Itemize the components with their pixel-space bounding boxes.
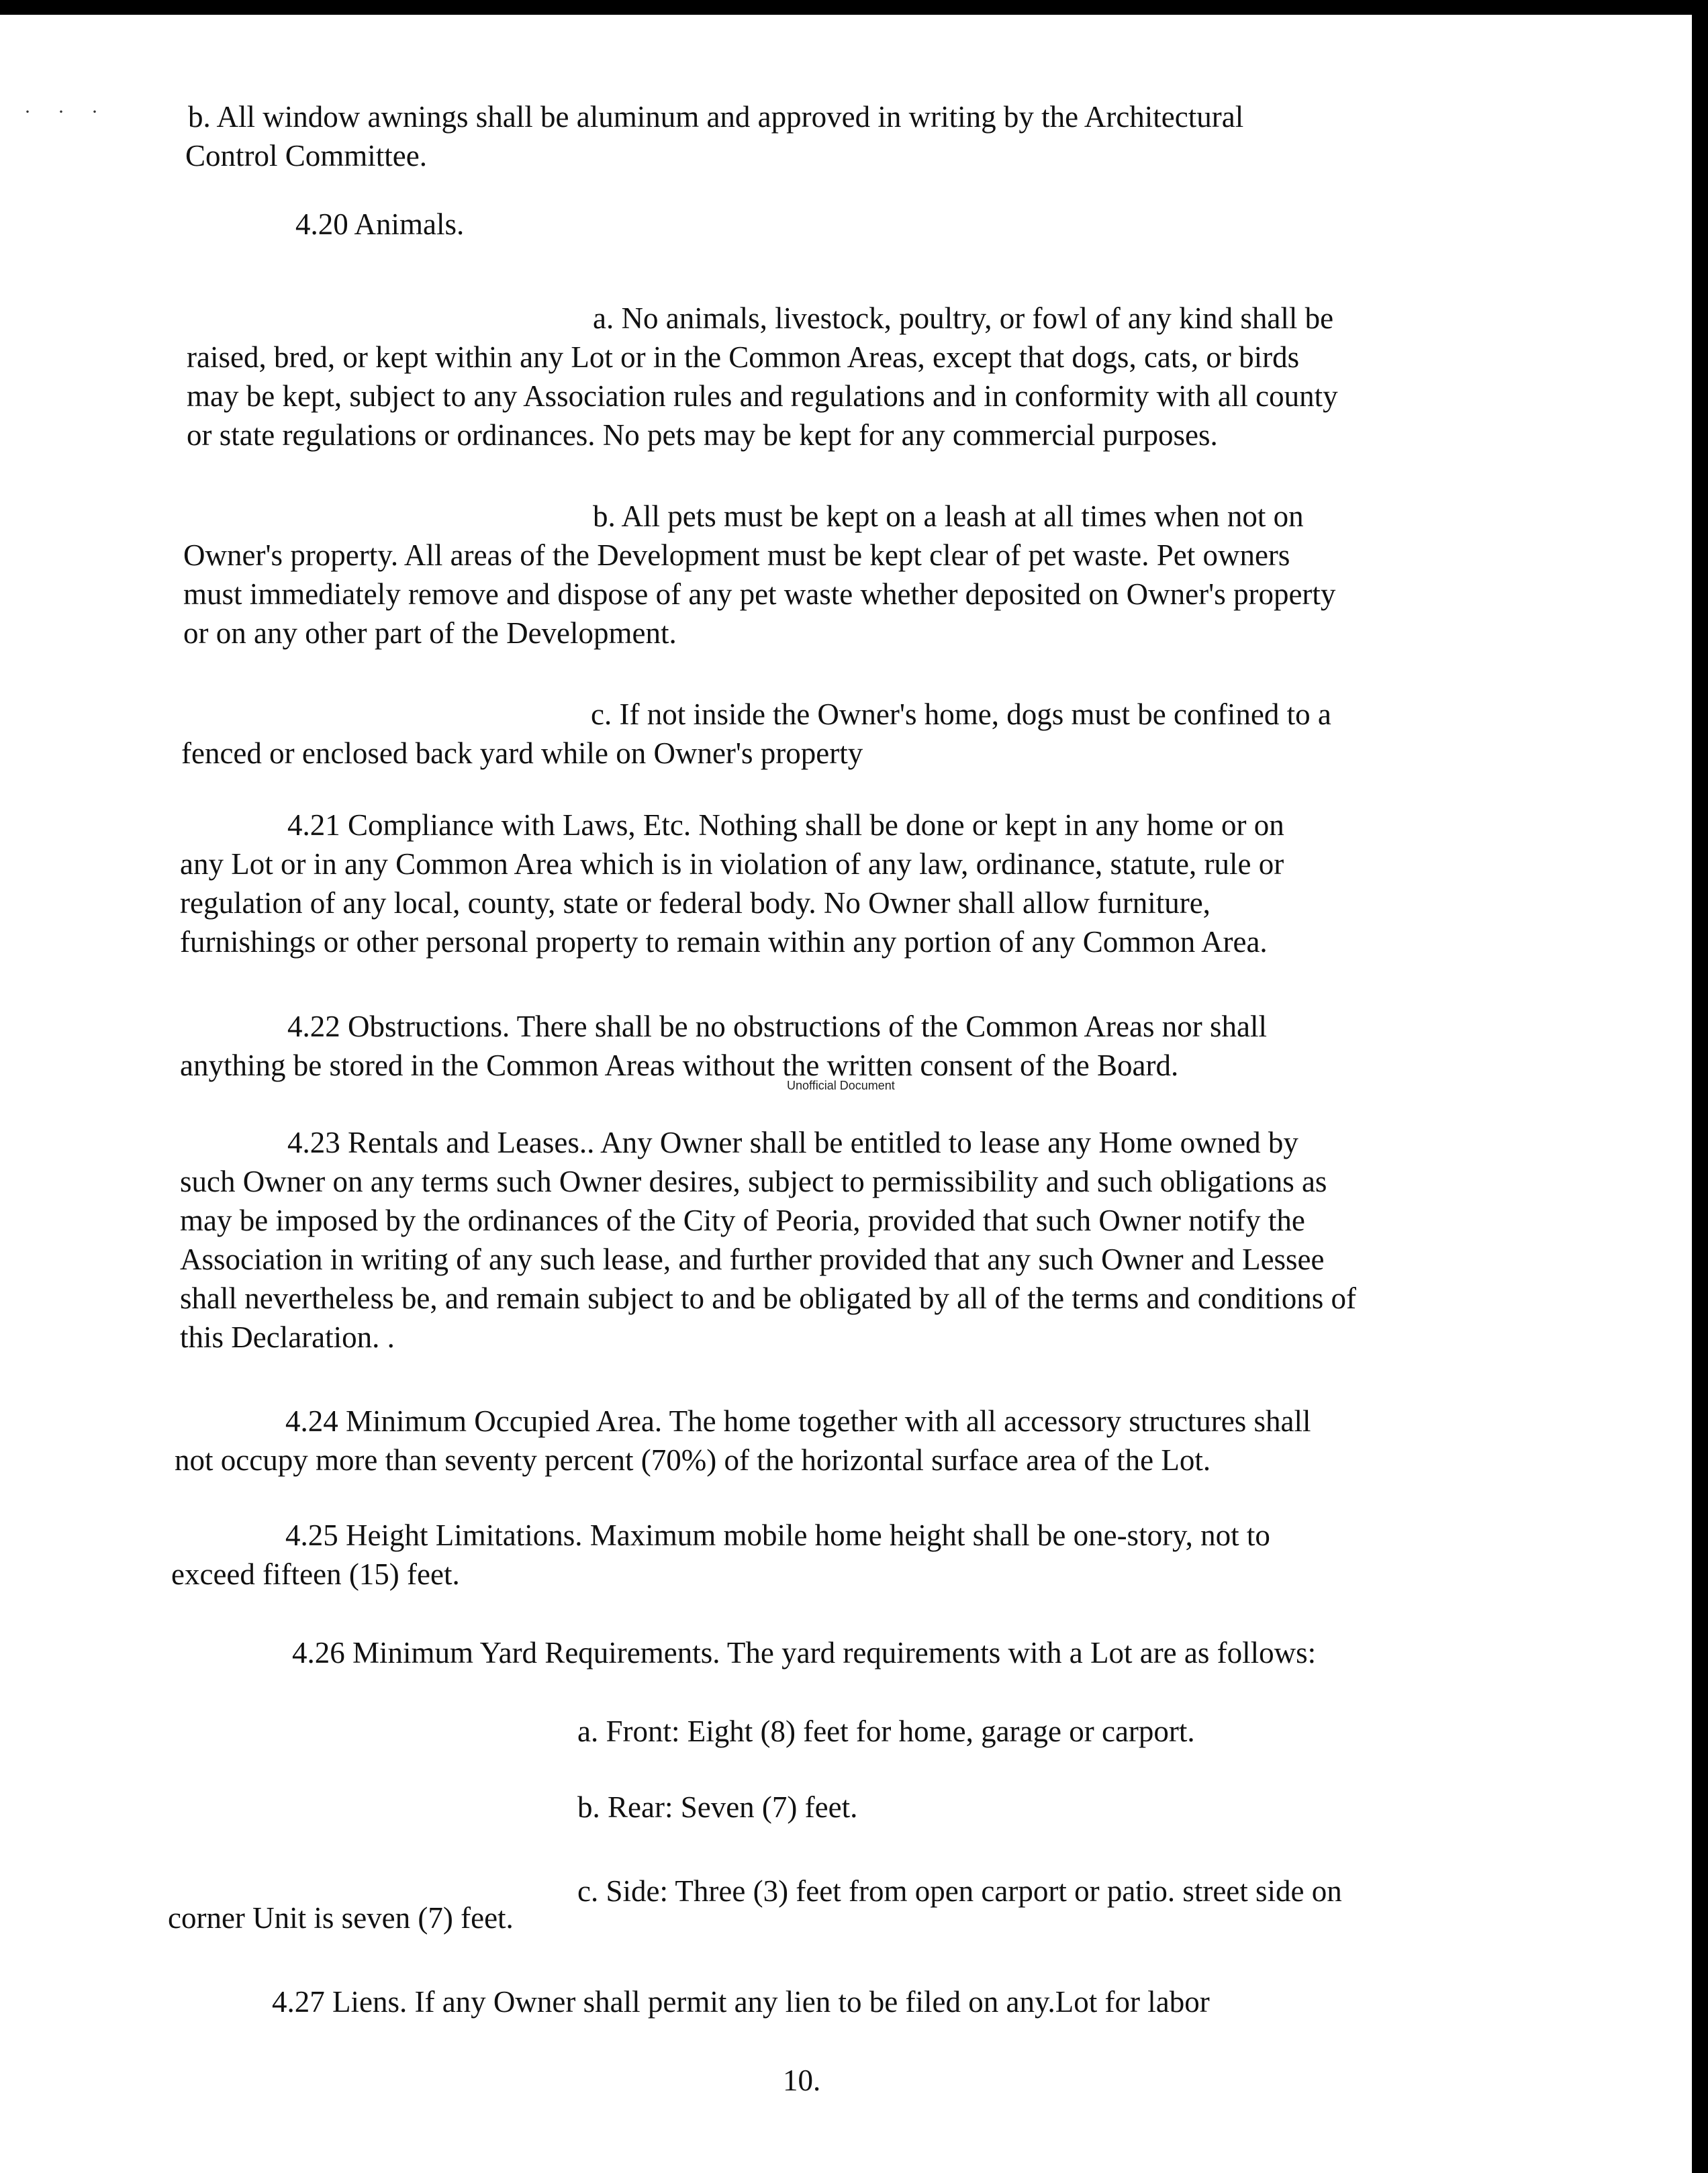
- paragraph-4-20-b: [183, 497, 1336, 653]
- text-line: may be imposed by the ordinances of the City of Peoria, provided that such Owner notify the: [180, 1204, 1305, 1237]
- text-line: corner Unit is seven (7) feet.: [168, 1901, 514, 1935]
- text-line: or on any other part of the Development.: [183, 616, 677, 650]
- page-number: 10.: [783, 2064, 821, 2097]
- text-line: such Owner on any terms such Owner desires, subject to permissibility and such obligations as: [180, 1165, 1327, 1198]
- text-line: furnishings or other personal property to remain within any portion of any Common Area.: [180, 925, 1268, 959]
- text-line: 4.21 Compliance with Laws, Etc. Nothing shall be done or kept in any home or on: [287, 808, 1284, 842]
- text-line: raised, bred, or kept within any Lot or in the Common Areas, except that dogs, cats, or birds: [187, 340, 1300, 374]
- text-line: 4.22 Obstructions. There shall be no obstructions of the Common Areas nor shall: [287, 1010, 1267, 1043]
- watermark-label: Unofficial Document: [787, 1079, 895, 1092]
- yard-side: [168, 1872, 1342, 1937]
- section-4-22: [180, 1007, 1267, 1085]
- text-line: must immediately remove and dispose of any pet waste whether deposited on Owner's property: [183, 577, 1336, 611]
- text-line: exceed fifteen (15) feet.: [171, 1557, 460, 1591]
- paragraph-awnings: [185, 97, 1244, 175]
- text-line: 4.26 Minimum Yard Requirements. The yard requirements with a Lot are as follows:: [292, 1636, 1317, 1670]
- text-line: c. If not inside the Owner's home, dogs must be confined to a: [591, 697, 1331, 731]
- text-line: a. No animals, livestock, poultry, or fowl of any kind shall be: [593, 301, 1334, 335]
- text-line: or state regulations or ordinances. No pets may be kept for any commercial purposes.: [187, 418, 1218, 452]
- text-line: 4.27 Liens. If any Owner shall permit any lien to be filed on any.Lot for labor: [272, 1985, 1210, 2019]
- text-line: 4.25 Height Limitations. Maximum mobile home height shall be one-story, not to: [285, 1518, 1270, 1552]
- section-4-23: [180, 1123, 1357, 1357]
- section-4-20-heading: [295, 205, 464, 244]
- text-line: Association in writing of any such lease, and further provided that any such Owner and Lessee: [180, 1243, 1325, 1276]
- text-line: 4.23 Rentals and Leases.. Any Owner shall be entitled to lease any Home owned by: [287, 1126, 1298, 1159]
- text-line: regulation of any local, county, state or federal body. No Owner shall allow furniture,: [180, 886, 1211, 920]
- text-line: 4.20 Animals.: [295, 207, 465, 241]
- text-line: 4.24 Minimum Occupied Area. The home together with all accessory structures shall: [285, 1404, 1311, 1438]
- text-line: fenced or enclosed back yard while on Owner's property: [181, 736, 863, 770]
- section-4-25: [171, 1516, 1270, 1594]
- text-line: Owner's property. All areas of the Development must be kept clear of pet waste. Pet owners: [183, 538, 1290, 572]
- text-line: not occupy more than seventy percent (70%) of the horizontal surface area of the Lot.: [175, 1443, 1211, 1477]
- section-4-27: [272, 1982, 1210, 2021]
- section-4-26: [292, 1633, 1316, 1672]
- section-4-21: [180, 806, 1284, 961]
- paragraph-4-20-c: [181, 695, 1331, 773]
- text-line: b. All pets must be kept on a leash at all times when not on: [593, 499, 1304, 533]
- text-line: b. All window awnings shall be aluminum and approved in writing by the Architectural: [188, 100, 1244, 134]
- paragraph-4-20-a: [187, 299, 1338, 454]
- text-line: shall nevertheless be, and remain subject to and be obligated by all of the terms and conditions of: [180, 1282, 1357, 1315]
- text-line: c. Side: Three (3) feet from open carport or patio. street side on: [577, 1874, 1342, 1908]
- scan-specks: ···: [24, 101, 125, 123]
- text-line: may be kept, subject to any Association rules and regulations and in conformity with all county: [187, 379, 1338, 413]
- text-line: this Declaration. .: [180, 1320, 395, 1354]
- text-line: anything be stored in the Common Areas without the written consent of the Board.: [180, 1049, 1179, 1082]
- text-line: Control Committee.: [185, 139, 427, 173]
- text-line: b. Rear: Seven (7) feet.: [577, 1790, 858, 1824]
- section-4-24: [175, 1402, 1311, 1480]
- text-line: any Lot or in any Common Area which is in violation of any law, ordinance, statute, rule or: [180, 847, 1284, 881]
- yard-front: [577, 1712, 1195, 1751]
- text-line: a. Front: Eight (8) feet for home, garage or carport.: [577, 1715, 1195, 1748]
- yard-rear: [577, 1788, 857, 1827]
